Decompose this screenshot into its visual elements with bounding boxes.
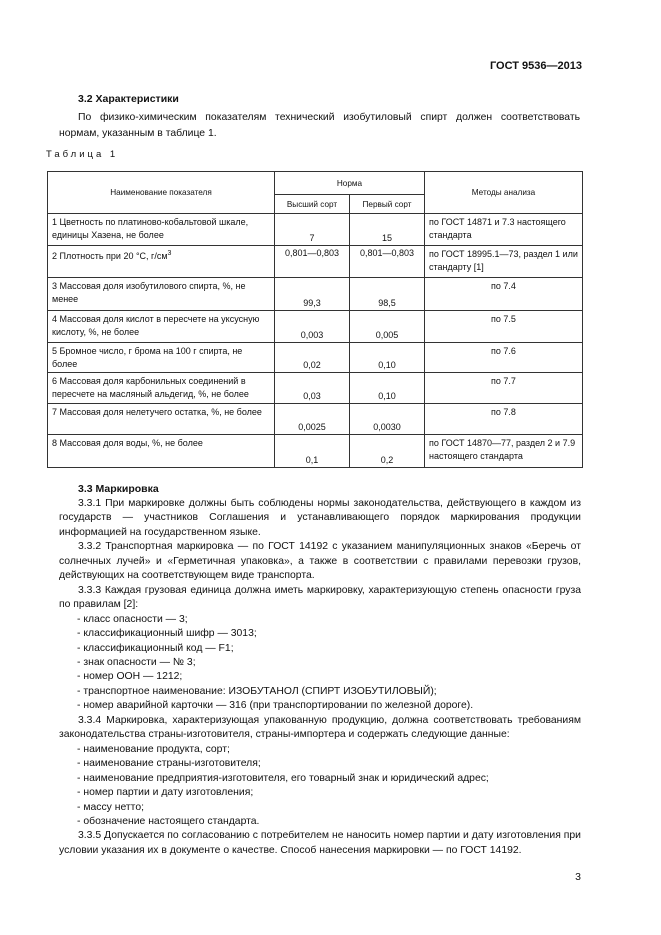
table-row: [48, 246, 583, 278]
header-top-grade: Высший сорт: [275, 195, 350, 214]
row-method: по ГОСТ 18995.1—73, раздел 1 или стандарту [1]: [425, 246, 583, 278]
table-row: [48, 214, 583, 246]
row-first: 0,0030: [350, 404, 425, 435]
list-item: - наименование страны-изготовителя;: [77, 758, 261, 770]
row-top: 99,3: [275, 278, 350, 311]
row-method: по ГОСТ 14870—77, раздел 2 и 7.9 настоящего стандарта: [425, 435, 583, 468]
section-3-2-title: 3.2 Характеристики: [78, 93, 179, 105]
list-item: - номер аварийной карточки — 316 (при транспортировании по железной дороге).: [77, 700, 474, 712]
list-item: - наименование предприятия-изготовителя, его товарный знак и юридический адрес;: [77, 772, 489, 784]
row-top: 0,003: [275, 311, 350, 343]
row-top: 7: [275, 214, 350, 246]
row-top: 0,02: [275, 343, 350, 373]
section-3-3-body: [59, 497, 581, 858]
row-first: 0,2: [350, 435, 425, 468]
paragraph-3-3-3: 3.3.3 Каждая грузовая единица должна иметь маркировку, характеризующую степень опасности груза по правилам [2]:: [59, 584, 581, 611]
table-row: [48, 404, 583, 435]
list-item: - наименование продукта, сорт;: [77, 743, 230, 755]
section-3-3-title: 3.3 Маркировка: [78, 483, 159, 495]
list-item: - транспортное наименование: ИЗОБУТАНОЛ (СПИРТ ИЗОБУТИЛОВЫЙ);: [77, 685, 437, 697]
row-method: по 7.8: [425, 404, 583, 435]
row-first: 0,10: [350, 343, 425, 373]
list-item: - массу нетто;: [77, 801, 144, 813]
table-caption: Таблица 1: [46, 149, 119, 160]
table-row: [48, 435, 583, 468]
row-method: по ГОСТ 14871 и 7.3 настоящего стандарта: [425, 214, 583, 246]
list-item: - знак опасности — № 3;: [77, 656, 196, 668]
list-item: - номер партии и дату изготовления;: [77, 787, 254, 799]
list-item: - классификационный код — F1;: [77, 642, 234, 654]
section-3-2-paragraph: По физико-химическим показателям технический изобутиловый спирт должен соответствовать нормам, указанным в таблице 1.: [59, 112, 580, 139]
header-methods: Методы анализа: [425, 172, 583, 214]
row-name: 2 Плотность при 20 °С, $г/см^3$: [48, 246, 275, 278]
standard-header: ГОСТ 9536—2013: [489, 60, 582, 72]
list-item: - классификационный шифр — 3013;: [77, 628, 257, 640]
row-top: 0,03: [275, 373, 350, 404]
list-item: - обозначение настоящего стандарта.: [77, 815, 260, 827]
page-number: 3: [575, 871, 581, 883]
row-name: 1 Цветность по платиново-кобальтовой шкале, единицы Хазена, не более: [48, 214, 275, 246]
header-norm: Норма: [275, 172, 425, 195]
paragraph-3-3-1: 3.3.1 При маркировке должны быть соблюдены нормы законодательства, действующего в каждом из государств — участников Соглашения и устанавливающего порядок маркирования продукции информацией на государственном языке.: [59, 498, 581, 538]
header-name: Наименование показателя: [48, 172, 275, 214]
row-top: 0,0025: [275, 404, 350, 435]
row-first: 0,10: [350, 373, 425, 404]
row-name: 6 Массовая доля карбонильных соединений в пересчете на масляный альдегид, %, не более: [48, 373, 275, 404]
row-method: по 7.6: [425, 343, 583, 373]
row-method: по 7.7: [425, 373, 583, 404]
characteristics-table: [47, 171, 583, 468]
header-first-grade: Первый сорт: [350, 195, 425, 214]
row-first: 15: [350, 214, 425, 246]
row-name: 7 Массовая доля нелетучего остатка, %, не более: [48, 404, 275, 435]
table-row: [48, 311, 583, 343]
table-row: [48, 278, 583, 311]
paragraph-3-3-2: 3.3.2 Транспортная маркировка — по ГОСТ 14192 с указанием манипуляционных знаков «Беречь от солнечных лучей» и «Герметичная упаковка», а также в соответствии с правилами перевозки грузов, действующих на соответствующем виде транспорта.: [59, 541, 581, 582]
list-item: - номер ООН — 1212;: [77, 671, 183, 683]
table-row: [48, 373, 583, 404]
row-top: 0,801—0,803: [275, 246, 350, 278]
row-top: 0,1: [275, 435, 350, 468]
paragraph-3-3-4: 3.3.4 Маркировка, характеризующая упакованную продукцию, должна соответствовать требованиям законодательства страны-изготовителя, страны-импортера и содержать следующие данные:: [59, 714, 581, 741]
row-name: 3 Массовая доля изобутилового спирта, %, не менее: [48, 278, 275, 311]
row-name: 5 Бромное число, г брома на 100 г спирта, не более: [48, 343, 275, 373]
row-first: 98,5: [350, 278, 425, 311]
section-3-2-text: [59, 110, 580, 141]
table-row: [48, 343, 583, 373]
row-name: 4 Массовая доля кислот в пересчете на уксусную кислоту, %, не более: [48, 311, 275, 343]
list-item: - класс опасности — 3;: [77, 613, 188, 625]
row-first: 0,801—0,803: [350, 246, 425, 278]
row-method: по 7.4: [425, 278, 583, 311]
row-method: по 7.5: [425, 311, 583, 343]
paragraph-3-3-5: 3.3.5 Допускается по согласованию с потребителем не наносить номер партии и дату изготовления при условии указания их в документе о качестве. Способ нанесения маркировки — по ГОСТ 14192.: [59, 830, 581, 856]
row-first: 0,005: [350, 311, 425, 343]
row-name: 8 Массовая доля воды, %, не более: [48, 435, 275, 468]
